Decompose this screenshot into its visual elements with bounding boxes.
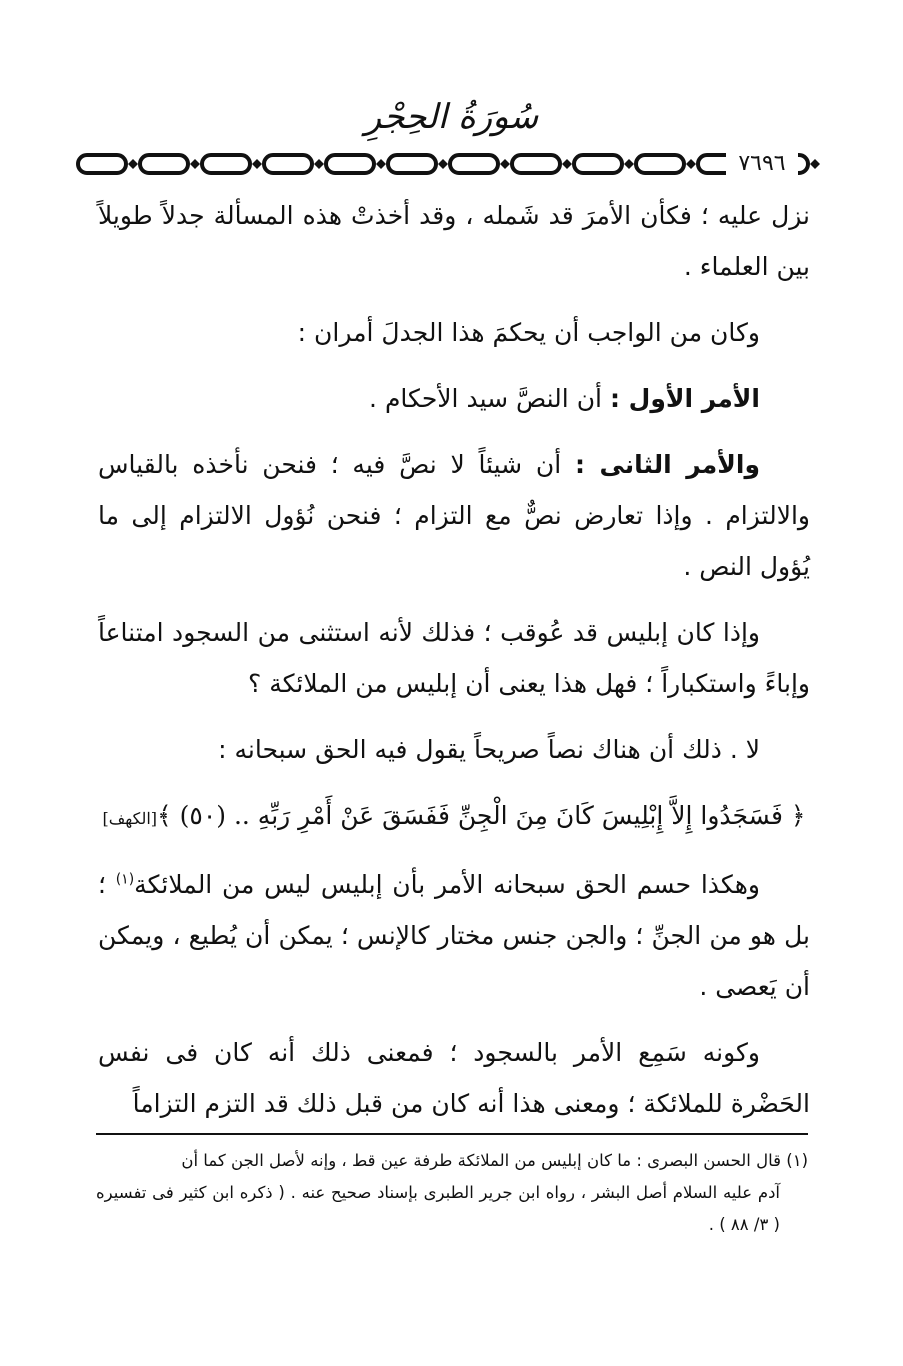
footnote-marker: (١) (115, 871, 135, 888)
footnote-1-line-1: قال الحسن البصرى : ما كان إبليس من الملائكة طرفة عين قط ، وإنه لأصل الجن كما أن (181, 1151, 787, 1170)
chain-diamond (562, 159, 572, 169)
main-text (98, 190, 810, 1144)
verse-reference: [الكهف] (102, 809, 158, 828)
chain-link (574, 155, 622, 173)
chain-diamond (810, 159, 820, 169)
chain-link (450, 155, 498, 173)
paragraph-1: نزل عليه ؛ فكأن الأمرَ قد شَمله ، وقد أخذتْ هذه المسألة جدلاً طويلاً بين العلماء . (98, 201, 810, 281)
footnote-1 (96, 1145, 808, 1177)
chain-link (512, 155, 560, 173)
chain-diamond (624, 159, 634, 169)
ornamental-chain-divider (76, 150, 836, 178)
surah-title: سُورَةُ الحِجْرِ (364, 97, 539, 137)
paragraph-7 (98, 859, 810, 1012)
paragraph-3 (98, 373, 810, 424)
chain-link (78, 155, 126, 173)
footnote-1-marker: (١) (786, 1151, 808, 1170)
verse-text: ﴿ فَسَجَدُوا إِلاَّ إِبْلِيسَ كَانَ مِنَ الْجِنِّ فَفَسَقَ عَنْ أَمْرِ رَبِّهِ .. (٥٠) ﴾ (157, 801, 806, 830)
footnote-1-continuation: آدم عليه السلام أصل البشر ، رواه ابن جرير الطبرى بإسناد صحيح عنه . ( ذكره ابن كثير فى تفسيره ( ٣/ ٨٨ ) . (96, 1183, 780, 1234)
chain-diamond (500, 159, 510, 169)
chain-diamond (438, 159, 448, 169)
paragraph-5: وإذا كان إبليس قد عُوقب ؛ فذلك لأنه استثنى من السجود امتناعاً وإباءً واستكباراً ؛ فهل هذا يعنى أن إبليس من الملائكة ؟ (98, 618, 810, 698)
paragraph-4 (98, 439, 810, 592)
chain-link (636, 155, 684, 173)
first-matter-text: أن النصَّ سيد الأحكام . (369, 384, 610, 413)
chain-diamond (376, 159, 386, 169)
paragraph-7-end: ؛ بل هو من الجنِّ ؛ والجن جنس مختار كالإنس ؛ يمكن أن يُطيع ، ويمكن أن يَعصى . (98, 870, 810, 1001)
second-matter-text: أن شيئاً لا نصَّ فيه ؛ فنحن نأخذه بالقياس والالتزام . وإذا تعارض نصٌّ مع التزام ؛ فنحن نُؤول الالتزام إلى ما يُؤول النص . (98, 450, 810, 581)
chain-diamond (314, 159, 324, 169)
page-number: ٧٦٩٦ (726, 148, 798, 180)
paragraph-7-start: وهكذا حسم الحق سبحانه الأمر بأن إبليس ليس من الملائكة (134, 870, 760, 899)
paragraph-2: وكان من الواجب أن يحكمَ هذا الجدلَ أمران : (297, 318, 760, 347)
chain-diamond (190, 159, 200, 169)
first-matter-heading: الأمر الأول : (609, 384, 760, 413)
footnotes (96, 1145, 808, 1241)
quran-verse (98, 790, 810, 844)
paragraph-8: وكونه سَمِع الأمر بالسجود ؛ فمعنى ذلك أنه كان فى نفس الحَضْرة للملائكة ؛ ومعنى هذا أنه كان من قبل ذلك قد التزم التزاماً (98, 1038, 810, 1118)
chain-diamond (128, 159, 138, 169)
chain-diamond (686, 159, 696, 169)
footnote-separator (96, 1133, 808, 1135)
chain-link (388, 155, 436, 173)
chain-link (202, 155, 250, 173)
chain-diamond (252, 159, 262, 169)
chain-link (140, 155, 188, 173)
paragraph-6: لا . ذلك أن هناك نصاً صريحاً يقول فيه الحق سبحانه : (218, 735, 760, 764)
second-matter-heading: والأمر الثانى : (574, 450, 760, 479)
chain-link (264, 155, 312, 173)
chain-link (326, 155, 374, 173)
